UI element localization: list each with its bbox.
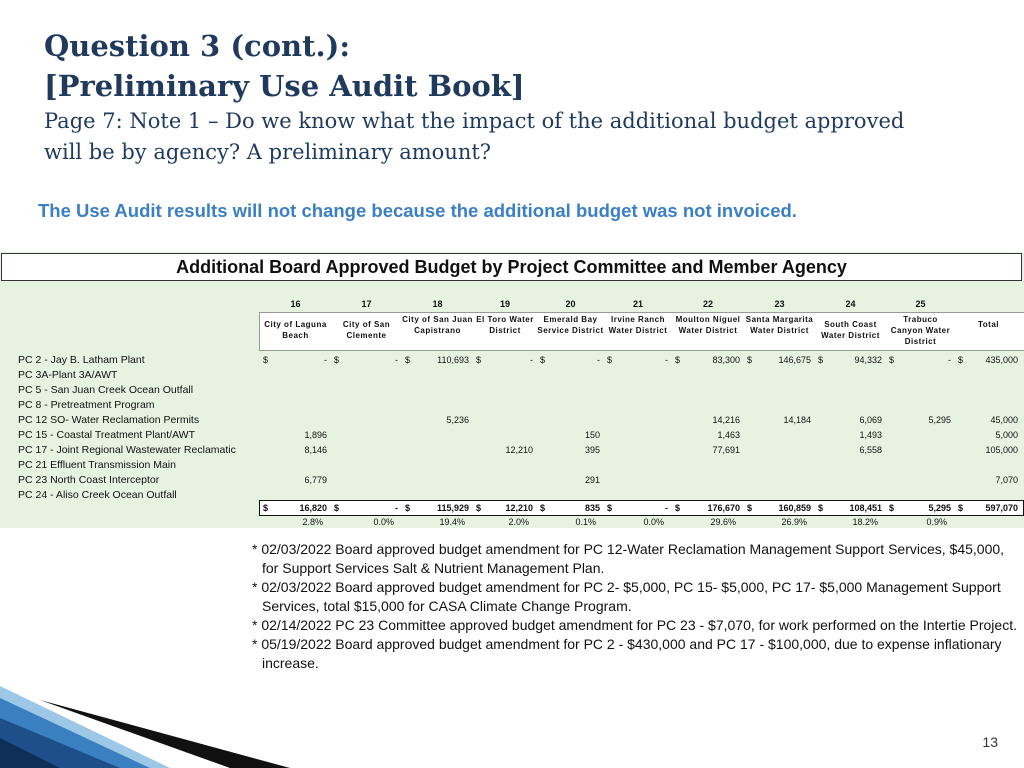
table-cell: 83,300 bbox=[712, 355, 740, 365]
table-cell: - bbox=[530, 355, 533, 365]
footnote: * 02/03/2022 Board approved budget amendment for PC 2- $5,000, PC 15- $5,000, PC 17- $5,000 Management Support Services, total $15,000 for CASA Climate Change Program. bbox=[252, 579, 1001, 614]
table-cell: 5,236 bbox=[446, 415, 469, 425]
table-header: Additional Board Approved Budget by Project Committee and Member Agency bbox=[1, 253, 1022, 281]
table-cell: - bbox=[948, 355, 951, 365]
table-cell: 45,000 bbox=[990, 415, 1018, 425]
table-cell: - bbox=[597, 355, 600, 365]
agency-header: South Coast Water District bbox=[821, 320, 880, 340]
row-label: PC 15 - Coastal Treatment Plant/AWT bbox=[18, 429, 196, 441]
table-cell: - bbox=[395, 355, 398, 365]
currency-symbol: $ bbox=[747, 503, 753, 513]
currency-symbol: $ bbox=[818, 355, 824, 365]
currency-symbol: $ bbox=[476, 355, 482, 365]
total-cell: 115,929 bbox=[436, 503, 469, 513]
table-cell: 6,069 bbox=[859, 415, 882, 425]
row-label: PC 23 North Coast Interceptor bbox=[18, 474, 160, 486]
column-number: 21 bbox=[632, 299, 643, 309]
agency-header: City of San Juan Capistrano bbox=[402, 315, 473, 335]
total-cell: - bbox=[665, 503, 668, 513]
percent-cell: 0.0% bbox=[643, 517, 664, 527]
footnote: * 02/14/2022 PC 23 Committee approved budget amendment for PC 23 - $7,070, for work performed on the Intertie Project. bbox=[252, 617, 1017, 633]
total-cell: 835 bbox=[584, 503, 600, 513]
currency-symbol: $ bbox=[607, 355, 613, 365]
agency-header: El Toro Water District bbox=[476, 315, 534, 335]
table-cell: 105,000 bbox=[985, 445, 1018, 455]
slide-title bbox=[44, 26, 944, 168]
agency-header: Trabuco Canyon Water District bbox=[890, 315, 951, 346]
table-cell: 1,896 bbox=[304, 430, 327, 440]
currency-symbol: $ bbox=[958, 503, 964, 513]
currency-symbol: $ bbox=[263, 355, 269, 365]
column-number: 20 bbox=[565, 299, 576, 309]
total-cell: 597,070 bbox=[985, 503, 1018, 513]
table-cell: 1,493 bbox=[859, 430, 882, 440]
table-cell: 14,216 bbox=[712, 415, 740, 425]
column-number: 18 bbox=[432, 299, 443, 309]
currency-symbol: $ bbox=[263, 503, 269, 513]
total-cell: 176,670 bbox=[707, 503, 740, 513]
currency-symbol: $ bbox=[607, 503, 613, 513]
page-number: 13 bbox=[982, 734, 998, 750]
table-cell: 5,000 bbox=[995, 430, 1018, 440]
currency-symbol: $ bbox=[540, 355, 546, 365]
currency-symbol: $ bbox=[889, 503, 895, 513]
percent-cell: 2.0% bbox=[508, 517, 529, 527]
table-cell: 110,693 bbox=[437, 355, 469, 365]
currency-symbol: $ bbox=[405, 355, 411, 365]
table-cell: 14,184 bbox=[783, 415, 811, 425]
table-cell: 5,295 bbox=[928, 415, 951, 425]
currency-symbol: $ bbox=[405, 503, 411, 513]
table-cell: 12,210 bbox=[505, 445, 533, 455]
table-cell: - bbox=[324, 355, 327, 365]
column-number: 22 bbox=[702, 299, 713, 309]
percent-cell: 29.6% bbox=[710, 517, 736, 527]
percent-cell: 0.1% bbox=[575, 517, 596, 527]
currency-symbol: $ bbox=[818, 503, 824, 513]
title-line-1: Question 3 (cont.): bbox=[44, 29, 351, 63]
row-label: PC 24 - Aliso Creek Ocean Outfall bbox=[18, 489, 177, 501]
agency-header: Total bbox=[977, 320, 999, 329]
row-label: PC 3A-Plant 3A/AWT bbox=[18, 369, 118, 381]
total-cell: - bbox=[395, 503, 398, 513]
column-number: 25 bbox=[915, 299, 926, 309]
agency-header: Moulton Niguel Water District bbox=[675, 315, 741, 335]
footnote: * 05/19/2022 Board approved budget amendment for PC 2 - $430,000 and PC 17 - $100,000, due to expense inflationary increase. bbox=[252, 636, 1002, 671]
agency-header: Irvine Ranch Water District bbox=[608, 315, 668, 335]
decorative-swoosh bbox=[0, 648, 320, 768]
row-label: PC 12 SO- Water Reclamation Permits bbox=[18, 414, 200, 426]
currency-symbol: $ bbox=[540, 503, 546, 513]
footnote: * 02/03/2022 Board approved budget amendment for PC 12-Water Reclamation Management Support Services, $45,000, for Support Services Salt & Nutrient Management Plan. bbox=[252, 541, 1005, 576]
currency-symbol: $ bbox=[747, 355, 753, 365]
percent-cell: 19.4% bbox=[439, 517, 465, 527]
currency-symbol: $ bbox=[476, 503, 482, 513]
total-cell: 16,820 bbox=[299, 503, 327, 513]
currency-symbol: $ bbox=[889, 355, 895, 365]
budget-table bbox=[0, 252, 1024, 528]
column-number: 17 bbox=[361, 299, 372, 309]
percent-cell: 0.9% bbox=[926, 517, 947, 527]
table-cell: 7,070 bbox=[995, 475, 1018, 485]
table-cell: 6,558 bbox=[859, 445, 882, 455]
row-label: PC 21 Effluent Transmission Main bbox=[18, 459, 176, 471]
table-cell: 1,463 bbox=[717, 430, 740, 440]
total-cell: 12,210 bbox=[505, 503, 533, 513]
table-cell: 435,000 bbox=[985, 355, 1018, 365]
table-cell: 395 bbox=[584, 445, 600, 455]
percent-cell: 18.2% bbox=[852, 517, 878, 527]
table-cell: 291 bbox=[584, 475, 600, 485]
table-cell: 6,779 bbox=[304, 475, 327, 485]
row-label: PC 8 - Pretreatment Program bbox=[18, 399, 155, 411]
percent-cell: 2.8% bbox=[302, 517, 323, 527]
table-cell: 8,146 bbox=[304, 445, 327, 455]
currency-symbol: $ bbox=[334, 503, 340, 513]
column-number: 16 bbox=[290, 299, 301, 309]
table-cell: 150 bbox=[584, 430, 600, 440]
total-cell: 160,859 bbox=[778, 503, 811, 513]
column-number: 23 bbox=[774, 299, 785, 309]
table-cell: 146,675 bbox=[778, 355, 811, 365]
agency-header: Emerald Bay Service District bbox=[537, 315, 604, 335]
row-label: PC 5 - San Juan Creek Ocean Outfall bbox=[18, 384, 194, 396]
currency-symbol: $ bbox=[675, 355, 681, 365]
title-line-3: Page 7: Note 1 – Do we know what the impact of the additional budget approved will be by agency? A preliminary amount? bbox=[44, 109, 905, 164]
subtitle: The Use Audit results will not change because the additional budget was not invoiced. bbox=[38, 200, 797, 221]
footnotes bbox=[252, 540, 1022, 673]
agency-header: Santa Margarita Water District bbox=[745, 315, 814, 335]
agency-header: City of San Clemente bbox=[342, 320, 391, 340]
currency-symbol: $ bbox=[675, 503, 681, 513]
currency-symbol: $ bbox=[958, 355, 964, 365]
percent-cell: 0.0% bbox=[373, 517, 394, 527]
agency-header: City of Laguna Beach bbox=[264, 320, 327, 340]
table-cell: - bbox=[665, 355, 668, 365]
row-label: PC 2 - Jay B. Latham Plant bbox=[18, 354, 145, 366]
total-cell: 108,451 bbox=[849, 503, 882, 513]
table-cell: 77,691 bbox=[712, 445, 740, 455]
percent-cell: 26.9% bbox=[781, 517, 807, 527]
column-number: 19 bbox=[499, 299, 510, 309]
table-cell: 94,332 bbox=[854, 355, 882, 365]
currency-symbol: $ bbox=[334, 355, 340, 365]
column-number: 24 bbox=[845, 299, 856, 309]
row-label: PC 17 - Joint Regional Wastewater Reclamatic bbox=[18, 444, 236, 456]
total-cell: 5,295 bbox=[928, 503, 951, 513]
title-line-2: [Preliminary Use Audit Book] bbox=[44, 69, 525, 103]
